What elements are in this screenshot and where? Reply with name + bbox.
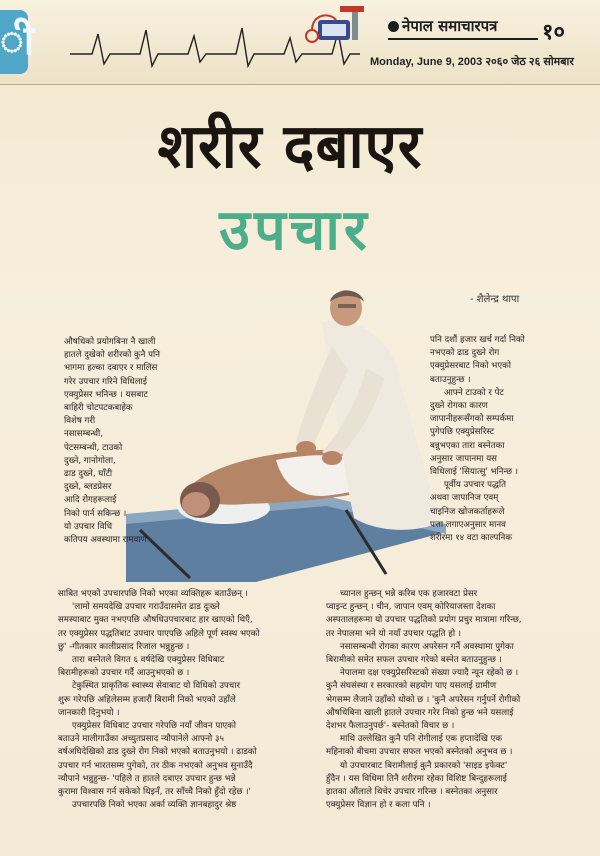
page-number: १० — [542, 20, 565, 45]
text-line: गरेर उपचार गरिने विधिलाई — [64, 376, 147, 387]
text-line: छु' -गीतकार कालीप्रसाद रिजाल भन्नुहुन्छ । — [58, 641, 190, 652]
text-line: जानकारी दिनुभयो । — [58, 707, 120, 718]
article-subtitle: उपचार — [219, 198, 371, 263]
text-line: अथवा जापानिज एवम् — [430, 493, 499, 504]
text-line: जापानीहरूसँगको सम्पर्कमा — [430, 414, 514, 425]
text-line: पुगेपछि एक्युप्रेसरिस्ट — [430, 427, 495, 438]
text-line: बन्नुभएका तारा बस्नेतका — [430, 440, 505, 451]
text-line: यो उपचारबाट बिरामीलाई कुनै प्रकारको 'साइड इफेक्ट' — [340, 760, 508, 771]
text-line: बाहिरी चोटपटकबाहेक — [64, 403, 133, 414]
text-line: एक्युप्रेसर विधिबाट उपचार गरेपछि नयाँ जीवन पाएको — [72, 721, 237, 732]
text-line: साबित भएको उपचारपछि निको भएका व्यक्तिहरू बताउँछन् । — [58, 589, 248, 599]
text-line: च्यानल हुन्छन् भन्ने करिब एक हजारवटा प्रेसर — [340, 589, 478, 599]
lower-left-column — [58, 588, 314, 812]
text-line: देशभर फैलाउनुपर्छ'- बस्नेतको विचार छ । — [326, 721, 455, 732]
text-line: नेपालमा दक्ष एक्युप्रेसरिस्टको संख्या ज्यादै न्यून रहेको छ । — [340, 668, 519, 679]
text-line: एक्युप्रेसरबाट निको भएको — [430, 361, 511, 372]
text-line: कुनै संघसंस्था र सरकारको सहयोग पाए यसलाई ग्रामीण — [326, 681, 497, 692]
text-line: विशेष गरी — [64, 416, 96, 427]
masthead — [388, 16, 538, 40]
text-line: यो उपचार विधि — [64, 521, 112, 532]
text-line: भेगसम्म लैजाने उहाँको धोको छ । 'कुनै अपरेसन गर्नुपर्ने रोगीको — [326, 694, 521, 705]
text-line: नभएको ढाड दुख्ने रोग — [430, 348, 500, 359]
text-line: पेटसम्बन्धी, टाउको — [64, 442, 123, 453]
text-line: हातका औंलाले थिचेर उपचार गरिन्छ । बस्नेतका अनुसार — [326, 787, 498, 798]
text-line: एक्युप्रेसर भनिन्छ । यसबाट — [64, 389, 148, 400]
text-line: नसासम्बन्धी, — [64, 429, 103, 440]
text-line: तर नेपालमा भने यो नयाँ उपचार पद्धति हो । — [326, 628, 462, 639]
text-line: 'लामो समयदेखि उपचार गराउँदासमेत ढाड दुःख्ने — [72, 602, 220, 613]
text-line: पूर्वीय उपचार पद्धति — [444, 480, 506, 491]
text-line: कतिपय अवस्थामा रामवाण — [64, 535, 147, 546]
text-line: प्वाइन्ट हुन्छन् । चीन, जापान एवम् कोरियाजस्ता देशका — [326, 602, 496, 613]
text-line: शरीरमा १४ वटा काल्पनिक — [430, 533, 512, 544]
text-line: महिनाको बीचमा उपचार सफल भएको बस्नेतको अनुभव छ । — [326, 747, 513, 758]
text-line: दुख्ने, गानोगोला, — [64, 455, 116, 466]
dateline: Monday, June 9, 2003 २०६० जेठ २६ सोमबार — [370, 56, 574, 68]
text-line: तारा बस्नेतले विगत ६ वर्षदेखि एक्युप्रेसर विधिबाट — [72, 655, 225, 666]
text-line: न्यौपाने भन्नुहुन्छ- 'पहिले त हातले दबाएर उपचार हुन्छ भन्ने — [58, 773, 236, 784]
text-line: माथि उल्लेखित कुनै पनि रोगीलाई एक हप्तादेखि एक — [340, 734, 502, 745]
text-line: समस्याबाट मुक्त नभएपछि औषधिउपचारबाट हार खाएको थिएँ, — [58, 615, 253, 626]
text-line: निको पार्न सकिन्छ । — [64, 508, 127, 519]
page-header — [0, 0, 600, 85]
text-line: बताउनुहुन्छ । — [430, 374, 471, 385]
text-line: बताउने मालीगाउँका अच्युतप्रसाद न्यौपानेले आफ्नो ३५ — [58, 734, 224, 745]
article-title: शरीर दबाएर — [157, 110, 423, 182]
text-line: बिरामीको समेत सफल उपचार गरेको बस्नेत बताउनुहुन्छ । — [326, 655, 502, 666]
text-line: ढाड दुख्ने, घाँटी — [64, 469, 113, 480]
text-line: अनुसार जापानमा यस — [430, 453, 497, 464]
sun-logo-icon — [388, 21, 399, 32]
text-line: भागमा हल्का दबाएर र मालिस — [64, 363, 158, 374]
text-line: दुख्ने रोगका कारण — [430, 401, 488, 412]
text-line: अस्पतालहरूमा यो उपचार पद्धतिको प्रयोग प्रचुर मात्रामा गरिन्छ, — [326, 615, 522, 626]
text-line: विधिलाई 'सियात्सु' भनिन्छ । — [430, 467, 518, 478]
text-line: नसासम्बन्धी रोगका कारण अपरेसन गर्नै अवस्थामा पुगेका — [340, 641, 514, 652]
text-line: तर एक्युप्रेसर पद्धतिबाट उपचार पाएपछि अहिले पूर्ण स्वस्थ भएको — [58, 628, 260, 639]
text-line: हुँदैन । यस विधिमा तिनै शरीरमा रहेका विशिष्ट बिन्दुहरूलाई — [326, 773, 507, 784]
text-line: उपचार गर्न भारतसम्म पुगेको, तर ठीक नभएको अनुभव सुनाउँदै — [58, 760, 253, 771]
text-line: आफ्ने टाउको र पेट — [444, 387, 504, 398]
section-tab: ी — [0, 10, 28, 74]
right-column — [430, 334, 590, 545]
text-line: आदि रोगहरूलाई — [64, 495, 117, 506]
article-byline: - शैलेन्द्र थापा — [470, 294, 520, 305]
text-line: शुरू गरेपछि अहिलेसम्म हजारौं बिरामी निको भएको उहाँले — [58, 694, 236, 705]
text-line: औषधिबिना खाली हातले उपचार गरेर निको हुन्छ भने यसलाई — [326, 707, 514, 718]
lower-right-column — [326, 588, 590, 812]
left-column — [64, 336, 232, 547]
text-line: दुख्ने, ब्लडप्रेसर — [64, 482, 112, 493]
text-line: कुरामा विश्वास गर्न सकेको थिइनँ, तर साँच्चै निको हुँदो रहेछ ।' — [58, 787, 251, 798]
text-line: हातले दुखेको शरीरको कुनै पनि — [64, 350, 161, 361]
text-line: चाइनिज खोजकर्ताहरूले — [430, 506, 505, 517]
text-line: एक्युप्रेसर विज्ञान हो र कला पनि । — [326, 800, 431, 811]
text-line: बिरामीहरूको उपचार गर्दै आउनुभएको छ । — [58, 668, 190, 679]
text-line: औषधिको प्रयोगबिना नै खाली — [64, 337, 156, 347]
text-line: वर्षअघिदेखिको ढाड दुख्ने रोग निको भएको बताउनुभयो । ढाडको — [58, 747, 257, 758]
text-line: पत्ता लगाएअनुसार मानव — [430, 519, 506, 530]
medical-equipment-icon — [300, 4, 370, 50]
masthead-title: नेपाल समाचारपत्र — [402, 17, 498, 35]
text-line: टेकुस्थित प्राकृतिक स्वास्थ्य सेवाबाट यो विधिको उपचार — [72, 681, 240, 692]
text-line: पनि दशौं हजार खर्च गर्दा निको — [430, 335, 525, 345]
text-line: उपचारपछि निको भएका अर्का व्यक्ति ज्ञानबहादुर श्रेष्ठ — [72, 800, 237, 811]
